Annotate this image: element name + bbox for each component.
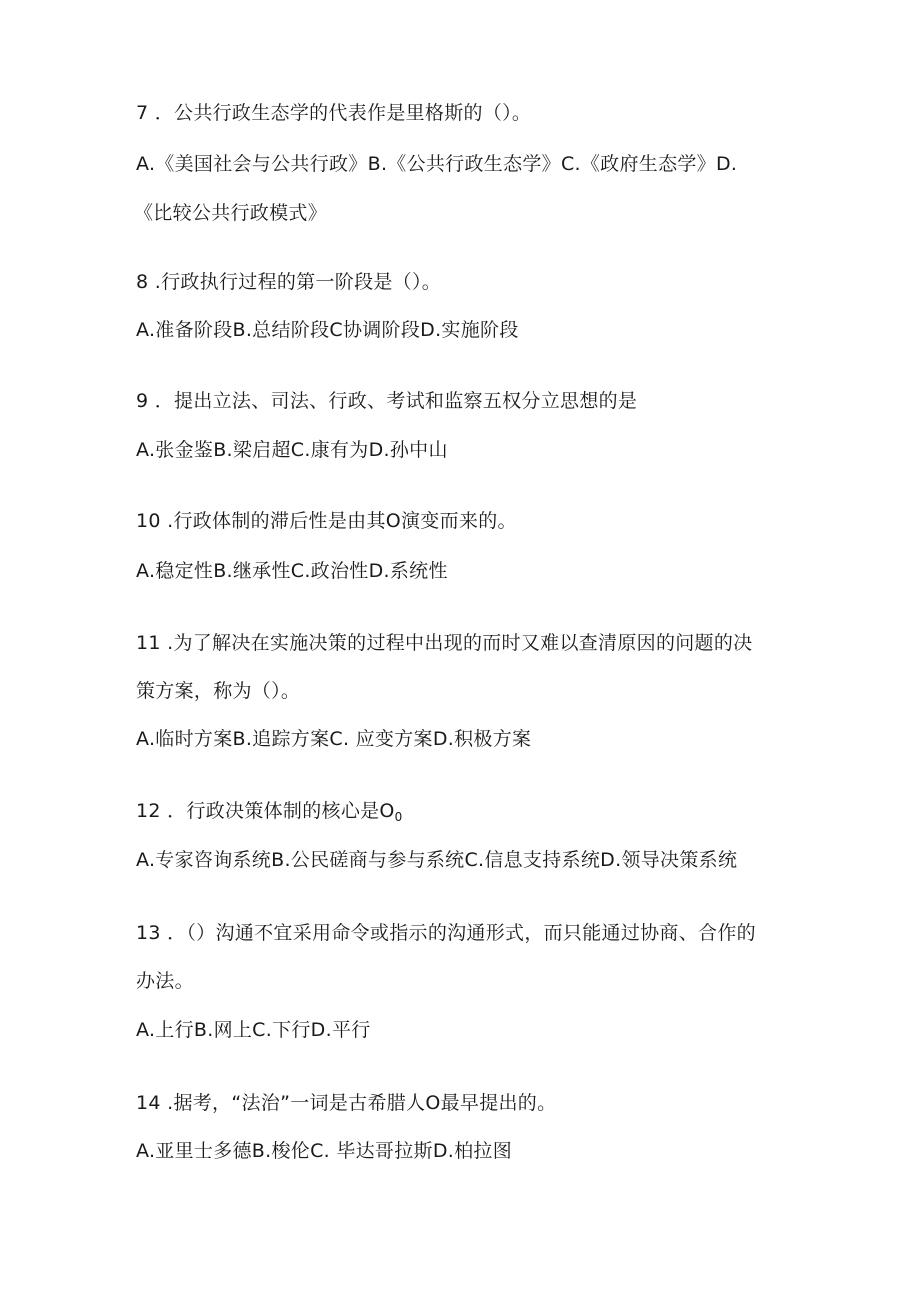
question-11-stem-line-2: 策方案，称为（）。 <box>136 680 301 702</box>
question-11-stem-line-1: 11 .为了解决在实施决策的过程中出现的而时又难以查清原因的问题的决 <box>136 632 753 654</box>
question-13-options: A.上行B.网上C.下行D.平行 <box>136 1019 371 1041</box>
question-14-options: A.亚里士多德B.梭伦C. 毕达哥拉斯D.柏拉图 <box>136 1140 512 1162</box>
question-11-options: A.临时方案B.追踪方案C. 应变方案D.积极方案 <box>136 728 532 750</box>
question-12-stem <box>136 797 836 831</box>
question-10-options: A.稳定性B.继承性C.政治性D.系统性 <box>136 560 448 582</box>
question-9-options: A.张金鉴B.梁启超C.康有为D.孙中山 <box>136 439 448 461</box>
question-13-stem-line-2: 办法。 <box>136 970 194 992</box>
question-12-stem-text: 12 ．行政决策体制的核心是O <box>136 800 395 822</box>
question-14-stem: 14 .据考，“法治”一词是古希腊人O最早提出的。 <box>136 1092 557 1114</box>
question-9-stem: 9 ．提出立法、司法、行政、考试和监察五权分立思想的是 <box>136 390 638 412</box>
question-12-stem-suffix: 0 <box>394 810 403 824</box>
question-12-options: A.专家咨询系统B.公民磋商与参与系统C.信息支持系统D.领导决策系统 <box>136 849 738 871</box>
question-13-stem-line-1: 13 ．（）沟通不宜采用命令或指示的沟通形式，而只能通过协商、合作的 <box>136 922 756 944</box>
question-7-stem: 7 ．公共行政生态学的代表作是里格斯的（）。 <box>136 102 532 124</box>
question-7-options-line-1: A.《美国社会与公共行政》B.《公共行政生态学》C.《政府生态学》D. <box>136 153 738 175</box>
question-7-options-line-2: 《比较公共行政模式》 <box>134 202 328 224</box>
question-8-options: A.准备阶段B.总结阶段C协调阶段D.实施阶段 <box>136 319 519 341</box>
question-10-stem: 10 .行政体制的滞后性是由其O演变而来的。 <box>136 510 517 532</box>
question-8-stem: 8 .行政执行过程的第一阶段是（）。 <box>136 271 442 293</box>
